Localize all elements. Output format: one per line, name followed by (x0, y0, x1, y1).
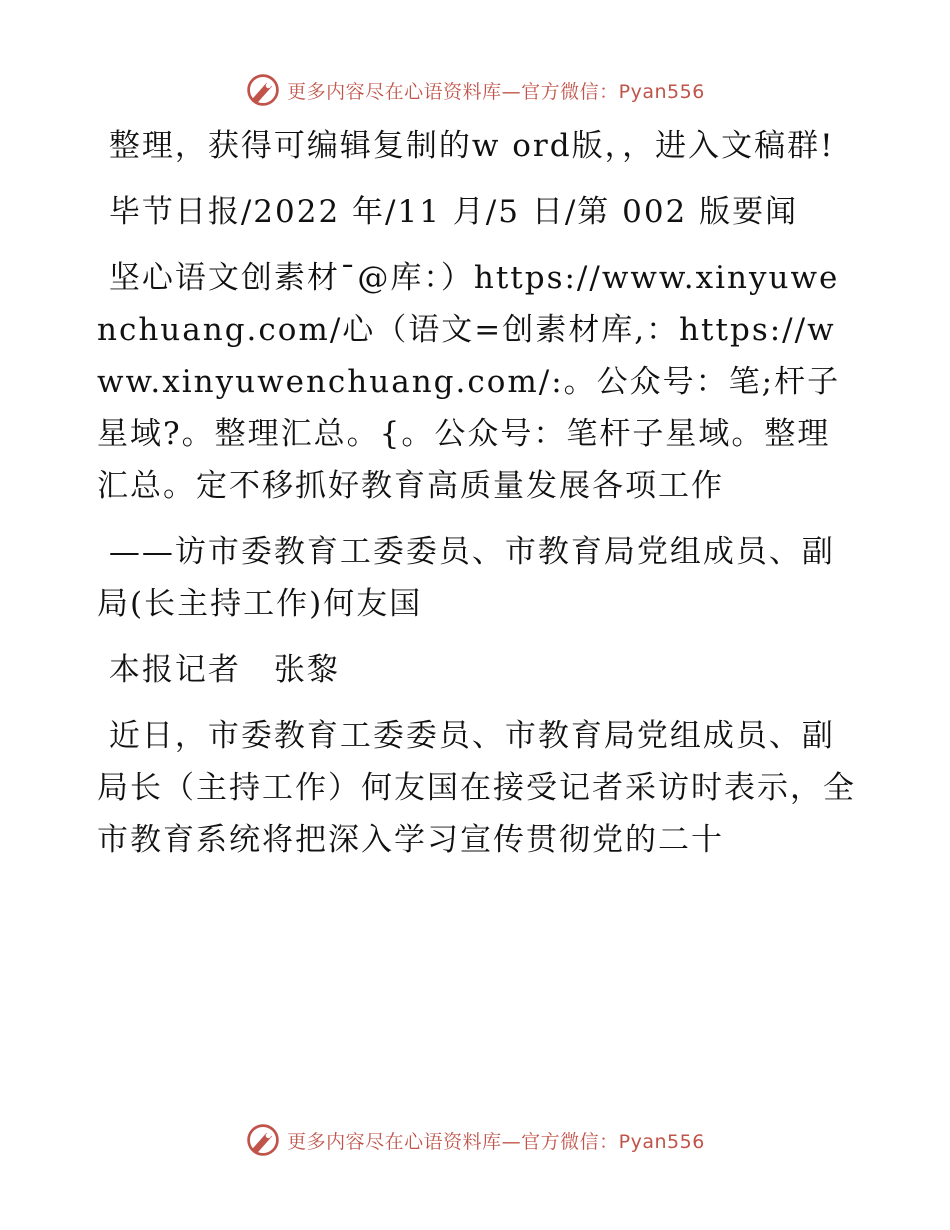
paragraph-subtitle: ——访市委教育工委委员、市教育局党组成员、副局(长主持工作)何友国 (97, 534, 835, 622)
paragraph-byline: 本报记者 张黎 (97, 652, 340, 688)
pen-nib-logo-icon (245, 1122, 281, 1158)
paragraph-source-line: 毕节日报/2022 年/11 月/5 日/第 002 版要闻 (97, 194, 799, 230)
paragraph-body: 近日，市委教育工委委员、市教育局党组成员、副局长（主持工作）何友国在接受记者采访时表示，全市教育系统将把深入学习宣传贯彻党的二十 (97, 718, 856, 858)
pen-nib-logo-icon (245, 72, 281, 108)
paragraph-intro: 整理，获得可编辑复制的w ord版，，进入文稿群! (97, 128, 835, 164)
footer-banner-text: 更多内容尽在心语资料库—官方微信：Pyan556 (287, 1130, 705, 1153)
paragraph-headline: 坚心语文创素材¯@库：）https://www.xinyuwenchuang.com/心（语文=创素材库,：https://www.xinyuwenchuang.com/:。公众号：笔;杆子星域?。整理汇总。{。公众号：笔杆子星域。整理汇总。定不移抓好教育高质量发展各项工作 (97, 260, 841, 504)
document-body (97, 120, 857, 866)
header-banner-text: 更多内容尽在心语资料库—官方微信：Pyan556 (287, 80, 705, 103)
header-banner (0, 70, 950, 110)
footer-banner (0, 1120, 950, 1160)
